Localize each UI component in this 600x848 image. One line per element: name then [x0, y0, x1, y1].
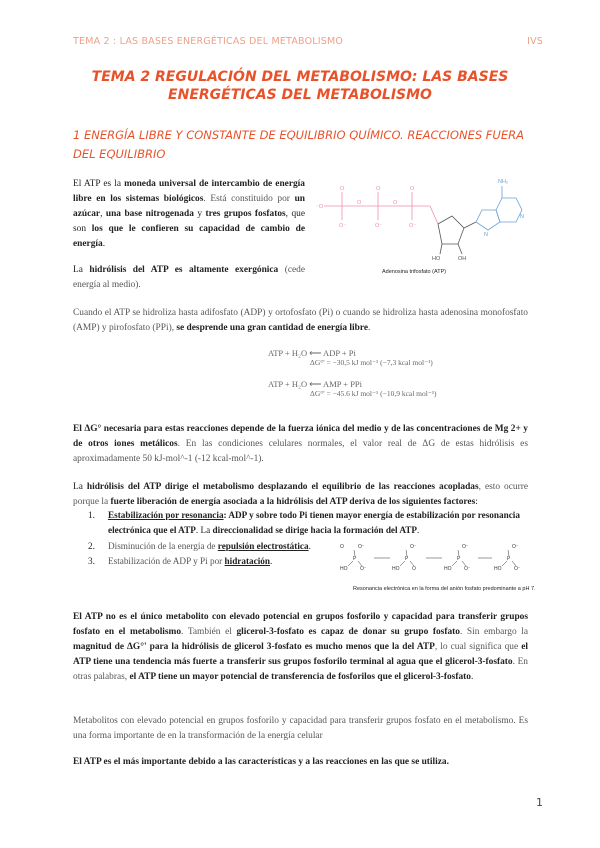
svg-text:O⁻: O⁻	[360, 566, 367, 572]
atp-structure-figure	[312, 172, 534, 280]
phosphate-resonance-figure	[340, 540, 536, 584]
svg-text:N: N	[484, 232, 488, 238]
paragraph-glycerol-phosphate: El ATP no es el único metabolito con elevado potencial en grupos fosforilo y capacidad para transferir grupos fosfato en el metabolismo. También el glicerol-3-fosfato es capaz de donar su grupo fosfato. Sin embargo la magnitud de ΔG°' para la hidrólisis de glicerol 3-fosfato es mucho menos que la del ATP, lo cual significa que el ATP tiene una tendencia más fuerte a transferir sus grupos fosforilo terminal al agua que el glicerol-3-fosfato. En otras palabras, el ATP tiene un mayor potencial de transferencia de fosforilos que el glicerol-3-fosfato.	[73, 612, 528, 682]
header-initials: IVS	[527, 36, 543, 47]
paragraph-metabolites: Metabolitos con elevado potencial en grupos fosforilo y capacidad para transferir grupos fosfato en el metabolismo. Es una forma importante de en la transformación de la energía celular	[73, 716, 528, 741]
svg-text:O: O	[340, 186, 345, 192]
svg-text:O⁻: O⁻	[464, 566, 471, 572]
equation-atp-amp-energy: ΔG°' = −45.6 kJ mol⁻¹ (−10,9 kcal mol⁻¹)	[310, 389, 437, 398]
svg-text:P: P	[405, 556, 409, 562]
svg-text:HO: HO	[392, 566, 400, 572]
svg-text:O⁻: O⁻	[512, 544, 519, 550]
svg-text:P: P	[507, 556, 511, 562]
svg-text:HO: HO	[432, 256, 441, 262]
page-title: TEMA 2 REGULACIÓN DEL METABOLISMO: LAS BASES ENERGÉTICAS DEL METABOLISMO	[91, 69, 509, 103]
svg-text:HO: HO	[444, 566, 452, 572]
svg-text:O⁻: O⁻	[409, 223, 417, 229]
list-item: 1. Estabilización por resonancia: ADP y sobre todo Pi tienen mayor energía de estabilización por resonancia electrónica que el ATP. La direccionalidad se dirige hacia la formación del ATP.	[88, 510, 520, 535]
svg-text:O: O	[340, 544, 344, 550]
svg-text:O: O	[357, 200, 362, 206]
svg-text:O: O	[410, 186, 415, 192]
svg-text:O⁻: O⁻	[339, 223, 347, 229]
equation-atp-amp	[268, 379, 437, 399]
svg-text:O: O	[412, 566, 416, 572]
paragraph-adp-amp: Cuando el ATP se hidroliza hasta adifosfato (ADP) y ortofosfato (Pi) o cuando se hidroliza hasta adenosina monofosfato (AMP) y pirofosfato (PPi), se desprende una gran cantidad de energía libre.	[73, 308, 528, 333]
svg-text:NH₂: NH₂	[498, 179, 509, 185]
svg-text:HO: HO	[494, 566, 502, 572]
equation-atp-amp-reaction: ATP + H₂O ⟵ AMP + PPi	[268, 379, 363, 389]
svg-text:O⁻: O⁻	[462, 544, 469, 550]
list-item: 3. Estabilización de ADP y Pi por hidratación.	[88, 555, 273, 566]
svg-text:OH: OH	[458, 256, 467, 262]
equation-atp-adp-reaction: ATP + H₂O ⟵ ADP + Pi	[268, 348, 356, 358]
paragraph-atp-intro: El ATP es la moneda universal de intercambio de energía libre en los sistemas biológicos. Está constituido por un azúcar, una base nitrogenada y tres grupos fosfatos, que son los que le confieren su capacidad de cambio de energía.	[73, 179, 305, 249]
svg-text:O⁻: O⁻	[358, 544, 365, 550]
equation-atp-adp	[268, 348, 433, 368]
list-item: 2. Disminución de la energía de repulsión electrostática.	[88, 541, 311, 551]
header-title: TEMA 2 : LAS BASES ENERGÉTICAS DEL METABOLISMO	[73, 36, 344, 47]
svg-text:O⁻: O⁻	[410, 544, 417, 550]
svg-text:HO: HO	[340, 566, 348, 572]
svg-text:⁻O: ⁻O	[316, 204, 324, 210]
page-number: 1	[536, 796, 543, 809]
paragraph-atp-importance: El ATP es el más importante debido a las características y a las reacciones en las que se utiliza.	[73, 757, 449, 767]
paragraph-coupled-reactions: La hidrólisis del ATP dirige el metabolismo desplazando el equilibrio de las reacciones acopladas, esto ocurre porque la fuerte liberación de energía asociada a la hidrólisis del ATP deriva de los siguientes factores:	[73, 482, 528, 507]
paragraph-hydrolysis: La hidrólisis del ATP es altamente exergónica (cede energía al medio).	[73, 265, 306, 290]
svg-text:O⁻: O⁻	[514, 566, 521, 572]
equation-atp-adp-energy: ΔG°' = −30,5 kJ mol⁻¹ (−7,3 kcal mol⁻¹)	[310, 358, 433, 367]
resonance-caption: Resonancia electrónica en la forma del anión fosfato predominante a pH 7.	[353, 586, 536, 592]
atp-caption: Adenosina trifosfato (ATP)	[382, 269, 447, 275]
svg-text:O⁻: O⁻	[375, 223, 383, 229]
paragraph-delta-g: El ΔG° necesaria para estas reacciones depende de la fuerza iónica del medio y de las concentraciones de Mg 2+ y de otros iones metálicos. En las condiciones celulares normales, el valor real de ΔG de estas hidrólisis es aproximadamente 50 kJ-mol^-1 (-12 kcal-mol^-1).	[73, 424, 528, 464]
svg-text:P: P	[457, 556, 461, 562]
svg-text:O: O	[393, 200, 398, 206]
section-heading: 1 ENERGÍA LIBRE Y CONSTANTE DE EQUILIBRIO QUÍMICO. REACCIONES FUERA DEL EQUILIBRIO	[73, 128, 524, 161]
svg-text:N: N	[520, 214, 524, 220]
svg-text:O: O	[376, 186, 381, 192]
svg-text:P: P	[353, 556, 357, 562]
